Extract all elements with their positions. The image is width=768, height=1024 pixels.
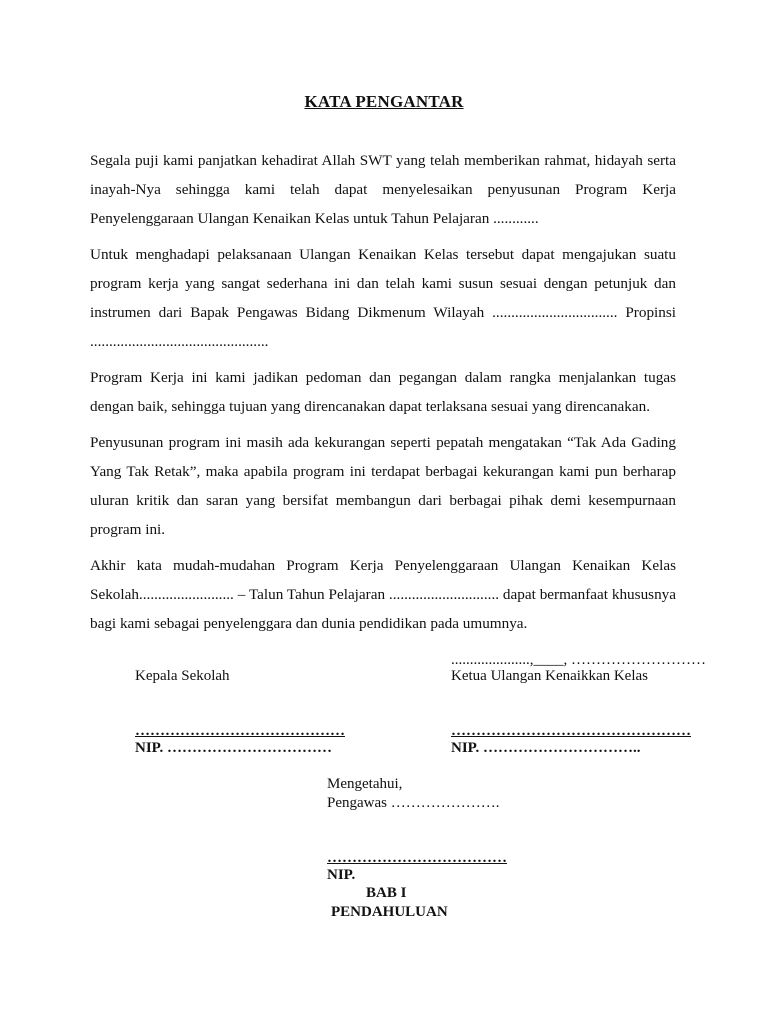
pengawas-name-line: ……………………………… [327, 850, 507, 866]
paragraph-5: Akhir kata mudah-mudahan Program Kerja Penyelenggaraan Ulangan Kenaikan Kelas Sekolah......................... – Talun Tahun Pelajaran ............................. dapat bermanfaat khususnya bagi kami sebagai penyelenggara dan dunia pendidikan pada umumnya. [90, 557, 676, 632]
right-signer-nip: NIP. ………………………….. [451, 740, 641, 756]
mengetahui-label: Mengetahui, [327, 776, 403, 792]
paragraph-4: Penyusunan program ini masih ada kekurangan seperti pepatah mengatakan “Tak Ada Gading Yang Tak Retak”, maka apabila program ini terdapat berbagai kekurangan kami pun berharap uluran kritik dan saran yang bersifat membangun dari berbagai pihak demi kesempurnaan program ini. [90, 434, 676, 538]
pengawas-label: Pengawas …………………. [327, 795, 500, 811]
paragraph-3: Program Kerja ini kami jadikan pedoman dan pegangan dalam rangka menjalankan tugas dengan baik, sehingga tujuan yang direncanakan dapat terlaksana sesuai yang direncanakan. [90, 369, 676, 415]
left-signer-role: Kepala Sekolah [135, 668, 230, 684]
page-title: KATA PENGANTAR [304, 92, 464, 111]
paragraph-2: Untuk menghadapi pelaksanaan Ulangan Kenaikan Kelas tersebut dapat mengajukan suatu program kerja yang sangat sederhana ini dan telah kami susun sesuai dengan petunjuk dan instrumen dari Bapak Pengawas Bidang Dikmenum Wilayah ................................. Propinsi ............................................... [90, 246, 676, 350]
left-signer-nip: NIP. …………………………… [135, 740, 332, 756]
right-signer-name-line: ………………………………………… [451, 723, 691, 739]
paragraph-1: Segala puji kami panjatkan kehadirat Allah SWT yang telah memberikan rahmat, hidayah serta inayah-Nya sehingga kami telah dapat menyelesaikan penyusunan Program Kerja Penyelenggaraan Ulangan Kenaikan Kelas untuk Tahun Pelajaran ............ [90, 152, 676, 227]
right-signer-role: Ketua Ulangan Kenaikkan Kelas [451, 668, 649, 684]
chapter-heading: PENDAHULUAN [331, 904, 448, 920]
place-date-line: .....................,____, ……………………… [451, 652, 706, 668]
chapter-number: BAB I [366, 885, 407, 901]
left-signer-name-line: …………………………………… [135, 723, 345, 739]
pengawas-nip: NIP. [327, 867, 356, 883]
body-text [90, 146, 676, 645]
